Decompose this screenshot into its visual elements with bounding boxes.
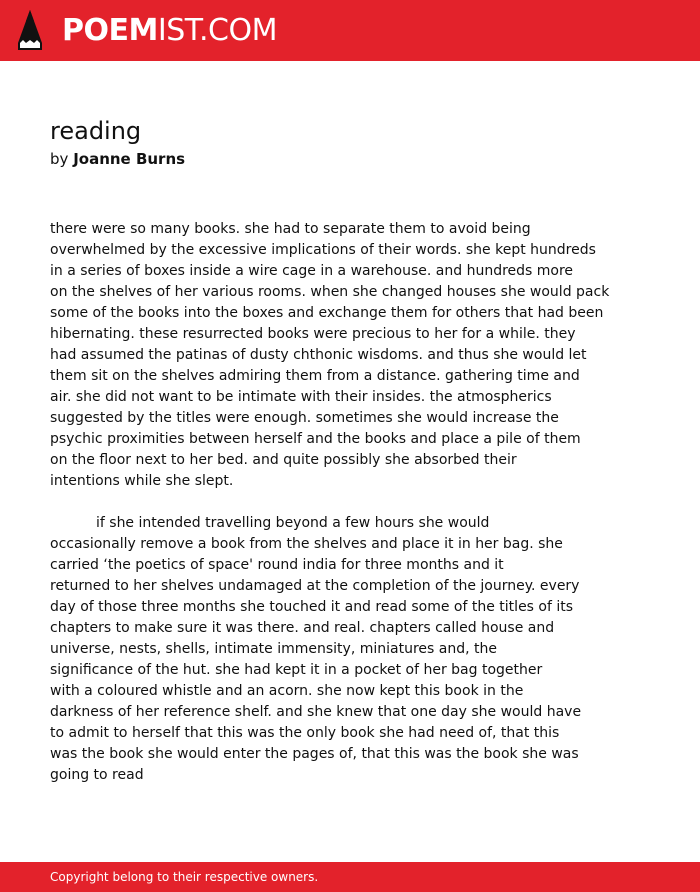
poem-line: with a coloured whistle and an acorn. she now kept this book in the xyxy=(50,683,524,699)
stanza xyxy=(50,219,680,492)
poem-line: had assumed the patinas of dusty chthonic wisdoms. and thus she would let xyxy=(50,347,587,363)
brand-name-bold: POEM xyxy=(62,13,158,48)
poem-title: reading xyxy=(50,117,142,145)
poem-line: on the shelves of her various rooms. when she changed houses she would pack xyxy=(50,284,610,300)
poem-line: occasionally remove a book from the shelves and place it in her bag. she xyxy=(50,536,563,552)
poem-line: air. she did not want to be intimate with their insides. the atmospherics xyxy=(50,389,552,405)
poem-line: day of those three months she touched it and read some of the titles of its xyxy=(50,599,574,615)
poem-line: universe, nests, shells, intimate immensity, miniatures and, the xyxy=(50,641,497,657)
poem-line: overwhelmed by the excessive implications of their words. she kept hundreds xyxy=(50,242,596,258)
poem-line: chapters to make sure it was there. and real. chapters called house and xyxy=(50,620,555,636)
poem-byline xyxy=(50,148,185,170)
poem-body xyxy=(50,219,680,786)
poem-author: Joanne Burns xyxy=(73,150,186,168)
stanza-break xyxy=(50,492,680,513)
site-header xyxy=(0,0,700,61)
poem-line: on the floor next to her bed. and quite possibly she absorbed their xyxy=(50,452,517,468)
poem-line: in a series of boxes inside a wire cage in a warehouse. and hundreds more xyxy=(50,263,574,279)
poem-line: suggested by the titles were enough. sometimes she would increase the xyxy=(50,410,559,426)
poem-line: to admit to herself that this was the only book she had need of, that this xyxy=(50,725,560,741)
pencil-tip-icon xyxy=(17,9,43,51)
poem-line: significance of the hut. she had kept it in a pocket of her bag together xyxy=(50,662,543,678)
poem-line: returned to her shelves undamaged at the completion of the journey. every xyxy=(50,578,580,594)
poem-line: darkness of her reference shelf. and she knew that one day she would have xyxy=(50,704,582,720)
poem-line: was the book she would enter the pages of, that this was the book she was xyxy=(50,746,579,762)
poem-line: hibernating. these resurrected books were precious to her for a while. they xyxy=(50,326,576,342)
site-logo-link[interactable] xyxy=(62,11,277,51)
poem-line: them sit on the shelves admiring them from a distance. gathering time and xyxy=(50,368,580,384)
poem-line: psychic proximities between herself and the books and place a pile of them xyxy=(50,431,581,447)
site-footer xyxy=(0,862,700,892)
poem-line: carried ‘the poetics of space' round india for three months and it xyxy=(50,557,504,573)
poem-line: intentions while she slept. xyxy=(50,473,234,489)
poem-line: some of the books into the boxes and exchange them for others that had been xyxy=(50,305,604,321)
stanza xyxy=(50,513,680,786)
poem-line: there were so many books. she had to separate them to avoid being xyxy=(50,221,531,237)
copyright-notice: Copyright belong to their respective owners. xyxy=(50,870,319,884)
poem-line: going to read xyxy=(50,767,144,783)
by-label: by xyxy=(50,150,69,168)
brand-name-light: IST.COM xyxy=(157,13,277,48)
poem-line: if she intended travelling beyond a few hours she would xyxy=(96,515,490,531)
